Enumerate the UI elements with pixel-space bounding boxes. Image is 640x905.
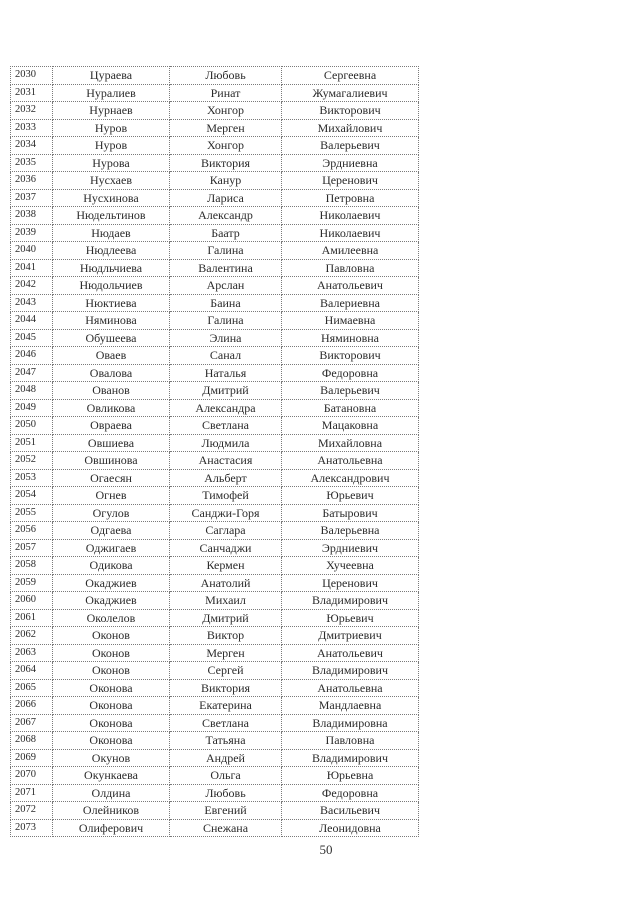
row-number-cell: 2068 xyxy=(11,732,53,750)
row-number-cell: 2073 xyxy=(11,819,53,837)
given-name-cell: Тимофей xyxy=(170,487,282,505)
table-row xyxy=(11,329,419,347)
patronymic-cell: Мацаковна xyxy=(282,417,419,435)
surname-cell: Олейников xyxy=(53,802,170,820)
patronymic-cell: Анатольевна xyxy=(282,452,419,470)
table-row xyxy=(11,487,419,505)
row-number-cell: 2047 xyxy=(11,364,53,382)
given-name-cell: Светлана xyxy=(170,417,282,435)
row-number-cell: 2057 xyxy=(11,539,53,557)
given-name-cell: Кермен xyxy=(170,557,282,575)
given-name-cell: Валентина xyxy=(170,259,282,277)
given-name-cell: Екатерина xyxy=(170,697,282,715)
row-number-cell: 2071 xyxy=(11,784,53,802)
surname-cell: Олдина xyxy=(53,784,170,802)
surname-cell: Овраева xyxy=(53,417,170,435)
table-row xyxy=(11,347,419,365)
given-name-cell: Канур xyxy=(170,172,282,190)
table-row xyxy=(11,242,419,260)
patronymic-cell: Павловна xyxy=(282,732,419,750)
table-row xyxy=(11,119,419,137)
given-name-cell: Анатолий xyxy=(170,574,282,592)
row-number-cell: 2054 xyxy=(11,487,53,505)
table-row xyxy=(11,539,419,557)
given-name-cell: Александр xyxy=(170,207,282,225)
patronymic-cell: Михайловна xyxy=(282,434,419,452)
patronymic-cell: Хучеевна xyxy=(282,557,419,575)
surname-cell: Олиферович xyxy=(53,819,170,837)
surname-cell: Одикова xyxy=(53,557,170,575)
table-row xyxy=(11,609,419,627)
patronymic-cell: Церенович xyxy=(282,574,419,592)
surname-cell: Окаджиев xyxy=(53,592,170,610)
given-name-cell: Андрей xyxy=(170,749,282,767)
table-row xyxy=(11,364,419,382)
surname-cell: Овшиева xyxy=(53,434,170,452)
surname-cell: Окунов xyxy=(53,749,170,767)
patronymic-cell: Михайлович xyxy=(282,119,419,137)
surname-cell: Огаесян xyxy=(53,469,170,487)
given-name-cell: Мерген xyxy=(170,644,282,662)
surname-cell: Оконова xyxy=(53,732,170,750)
row-number-cell: 2060 xyxy=(11,592,53,610)
patronymic-cell: Мандлаевна xyxy=(282,697,419,715)
surname-cell: Обушеева xyxy=(53,329,170,347)
given-name-cell: Санчаджи xyxy=(170,539,282,557)
given-name-cell: Санал xyxy=(170,347,282,365)
table-row xyxy=(11,469,419,487)
surname-cell: Одгаева xyxy=(53,522,170,540)
patronymic-cell: Васильевич xyxy=(282,802,419,820)
table-row xyxy=(11,417,419,435)
row-number-cell: 2049 xyxy=(11,399,53,417)
table-row xyxy=(11,644,419,662)
surname-cell: Нусхинова xyxy=(53,189,170,207)
table-row xyxy=(11,277,419,295)
surname-cell: Нюдльчиева xyxy=(53,259,170,277)
row-number-cell: 2061 xyxy=(11,609,53,627)
row-number-cell: 2038 xyxy=(11,207,53,225)
table-row xyxy=(11,732,419,750)
given-name-cell: Арслан xyxy=(170,277,282,295)
table-row xyxy=(11,84,419,102)
row-number-cell: 2051 xyxy=(11,434,53,452)
table-row xyxy=(11,207,419,225)
row-number-cell: 2059 xyxy=(11,574,53,592)
table-row xyxy=(11,102,419,120)
table-row xyxy=(11,434,419,452)
patronymic-cell: Викторович xyxy=(282,347,419,365)
patronymic-cell: Анатольевич xyxy=(282,644,419,662)
row-number-cell: 2044 xyxy=(11,312,53,330)
row-number-cell: 2056 xyxy=(11,522,53,540)
surname-cell: Нюдлеева xyxy=(53,242,170,260)
given-name-cell: Мерген xyxy=(170,119,282,137)
row-number-cell: 2052 xyxy=(11,452,53,470)
patronymic-cell: Эрдниевич xyxy=(282,539,419,557)
given-name-cell: Виктория xyxy=(170,154,282,172)
row-number-cell: 2063 xyxy=(11,644,53,662)
patronymic-cell: Сергеевна xyxy=(282,67,419,85)
table-row xyxy=(11,399,419,417)
surname-cell: Нюдольчиев xyxy=(53,277,170,295)
surname-cell: Нюктиева xyxy=(53,294,170,312)
patronymic-cell: Амилеевна xyxy=(282,242,419,260)
given-name-cell: Анастасия xyxy=(170,452,282,470)
surname-cell: Околелов xyxy=(53,609,170,627)
given-name-cell: Лариса xyxy=(170,189,282,207)
row-number-cell: 2067 xyxy=(11,714,53,732)
given-name-cell: Хонгор xyxy=(170,102,282,120)
given-name-cell: Санджи-Горя xyxy=(170,504,282,522)
given-name-cell: Татьяна xyxy=(170,732,282,750)
patronymic-cell: Нимаевна xyxy=(282,312,419,330)
row-number-cell: 2033 xyxy=(11,119,53,137)
row-number-cell: 2043 xyxy=(11,294,53,312)
patronymic-cell: Викторович xyxy=(282,102,419,120)
given-name-cell: Сергей xyxy=(170,662,282,680)
table-row xyxy=(11,312,419,330)
row-number-cell: 2065 xyxy=(11,679,53,697)
given-name-cell: Евгений xyxy=(170,802,282,820)
table-row xyxy=(11,767,419,785)
table-row xyxy=(11,574,419,592)
row-number-cell: 2048 xyxy=(11,382,53,400)
patronymic-cell: Владимирович xyxy=(282,749,419,767)
table-row xyxy=(11,504,419,522)
row-number-cell: 2058 xyxy=(11,557,53,575)
row-number-cell: 2039 xyxy=(11,224,53,242)
patronymic-cell: Церенович xyxy=(282,172,419,190)
given-name-cell: Дмитрий xyxy=(170,382,282,400)
row-number-cell: 2053 xyxy=(11,469,53,487)
table-row xyxy=(11,714,419,732)
patronymic-cell: Юрьевна xyxy=(282,767,419,785)
surname-cell: Няминова xyxy=(53,312,170,330)
table-row xyxy=(11,294,419,312)
table-row xyxy=(11,189,419,207)
table-row xyxy=(11,172,419,190)
row-number-cell: 2037 xyxy=(11,189,53,207)
row-number-cell: 2070 xyxy=(11,767,53,785)
given-name-cell: Светлана xyxy=(170,714,282,732)
given-name-cell: Михаил xyxy=(170,592,282,610)
row-number-cell: 2064 xyxy=(11,662,53,680)
surname-cell: Нусхаев xyxy=(53,172,170,190)
table-row xyxy=(11,452,419,470)
given-name-cell: Наталья xyxy=(170,364,282,382)
patronymic-cell: Няминовна xyxy=(282,329,419,347)
row-number-cell: 2031 xyxy=(11,84,53,102)
surname-cell: Нурова xyxy=(53,154,170,172)
names-table xyxy=(10,66,419,837)
table-row xyxy=(11,784,419,802)
surname-cell: Овликова xyxy=(53,399,170,417)
patronymic-cell: Юрьевич xyxy=(282,487,419,505)
row-number-cell: 2055 xyxy=(11,504,53,522)
row-number-cell: 2046 xyxy=(11,347,53,365)
row-number-cell: 2035 xyxy=(11,154,53,172)
row-number-cell: 2062 xyxy=(11,627,53,645)
surname-cell: Нурнаев xyxy=(53,102,170,120)
patronymic-cell: Павловна xyxy=(282,259,419,277)
row-number-cell: 2045 xyxy=(11,329,53,347)
table-row xyxy=(11,662,419,680)
row-number-cell: 2050 xyxy=(11,417,53,435)
patronymic-cell: Эрдниевна xyxy=(282,154,419,172)
patronymic-cell: Валерьевич xyxy=(282,382,419,400)
patronymic-cell: Валерьевна xyxy=(282,522,419,540)
row-number-cell: 2036 xyxy=(11,172,53,190)
patronymic-cell: Леонидовна xyxy=(282,819,419,837)
patronymic-cell: Федоровна xyxy=(282,784,419,802)
row-number-cell: 2032 xyxy=(11,102,53,120)
row-number-cell: 2042 xyxy=(11,277,53,295)
table-row xyxy=(11,67,419,85)
given-name-cell: Хонгор xyxy=(170,137,282,155)
patronymic-cell: Батырович xyxy=(282,504,419,522)
given-name-cell: Галина xyxy=(170,312,282,330)
surname-cell: Оджигаев xyxy=(53,539,170,557)
surname-cell: Оконова xyxy=(53,714,170,732)
table-row xyxy=(11,382,419,400)
surname-cell: Окаджиев xyxy=(53,574,170,592)
patronymic-cell: Валериевна xyxy=(282,294,419,312)
row-number-cell: 2040 xyxy=(11,242,53,260)
given-name-cell: Элина xyxy=(170,329,282,347)
surname-cell: Оконова xyxy=(53,697,170,715)
surname-cell: Нуралиев xyxy=(53,84,170,102)
given-name-cell: Баатр xyxy=(170,224,282,242)
patronymic-cell: Анатольевна xyxy=(282,679,419,697)
patronymic-cell: Николаевич xyxy=(282,207,419,225)
table-row xyxy=(11,592,419,610)
given-name-cell: Саглара xyxy=(170,522,282,540)
page-number: 50 xyxy=(319,842,333,857)
table-row xyxy=(11,697,419,715)
surname-cell: Огнев xyxy=(53,487,170,505)
patronymic-cell: Владимирович xyxy=(282,592,419,610)
table-row xyxy=(11,802,419,820)
row-number-cell: 2066 xyxy=(11,697,53,715)
table-row xyxy=(11,224,419,242)
surname-cell: Огулов xyxy=(53,504,170,522)
surname-cell: Ованов xyxy=(53,382,170,400)
surname-cell: Овшинова xyxy=(53,452,170,470)
table-row xyxy=(11,522,419,540)
patronymic-cell: Николаевич xyxy=(282,224,419,242)
table-row xyxy=(11,679,419,697)
given-name-cell: Баина xyxy=(170,294,282,312)
row-number-cell: 2069 xyxy=(11,749,53,767)
patronymic-cell: Александрович xyxy=(282,469,419,487)
surname-cell: Оконов xyxy=(53,627,170,645)
patronymic-cell: Батановна xyxy=(282,399,419,417)
patronymic-cell: Федоровна xyxy=(282,364,419,382)
names-table-body xyxy=(11,67,419,837)
surname-cell: Нуров xyxy=(53,137,170,155)
surname-cell: Оконов xyxy=(53,662,170,680)
row-number-cell: 2041 xyxy=(11,259,53,277)
row-number-cell: 2072 xyxy=(11,802,53,820)
patronymic-cell: Анатольевич xyxy=(282,277,419,295)
table-row xyxy=(11,557,419,575)
table-row xyxy=(11,137,419,155)
given-name-cell: Ольга xyxy=(170,767,282,785)
patronymic-cell: Юрьевич xyxy=(282,609,419,627)
surname-cell: Оконова xyxy=(53,679,170,697)
surname-cell: Нюдаев xyxy=(53,224,170,242)
table-row xyxy=(11,749,419,767)
given-name-cell: Дмитрий xyxy=(170,609,282,627)
given-name-cell: Людмила xyxy=(170,434,282,452)
table-row xyxy=(11,259,419,277)
patronymic-cell: Жумагалиевич xyxy=(282,84,419,102)
surname-cell: Овалова xyxy=(53,364,170,382)
surname-cell: Оконов xyxy=(53,644,170,662)
table-row xyxy=(11,627,419,645)
given-name-cell: Виктория xyxy=(170,679,282,697)
given-name-cell: Любовь xyxy=(170,67,282,85)
given-name-cell: Виктор xyxy=(170,627,282,645)
given-name-cell: Александра xyxy=(170,399,282,417)
row-number-cell: 2030 xyxy=(11,67,53,85)
given-name-cell: Альберт xyxy=(170,469,282,487)
surname-cell: Окункаева xyxy=(53,767,170,785)
surname-cell: Оваев xyxy=(53,347,170,365)
table-row xyxy=(11,154,419,172)
patronymic-cell: Владимировна xyxy=(282,714,419,732)
patronymic-cell: Петровна xyxy=(282,189,419,207)
surname-cell: Цураева xyxy=(53,67,170,85)
given-name-cell: Ринат xyxy=(170,84,282,102)
patronymic-cell: Валерьевич xyxy=(282,137,419,155)
given-name-cell: Любовь xyxy=(170,784,282,802)
given-name-cell: Галина xyxy=(170,242,282,260)
table-row xyxy=(11,819,419,837)
given-name-cell: Снежана xyxy=(170,819,282,837)
patronymic-cell: Дмитриевич xyxy=(282,627,419,645)
surname-cell: Нуров xyxy=(53,119,170,137)
patronymic-cell: Владимирович xyxy=(282,662,419,680)
row-number-cell: 2034 xyxy=(11,137,53,155)
surname-cell: Нюдельтинов xyxy=(53,207,170,225)
